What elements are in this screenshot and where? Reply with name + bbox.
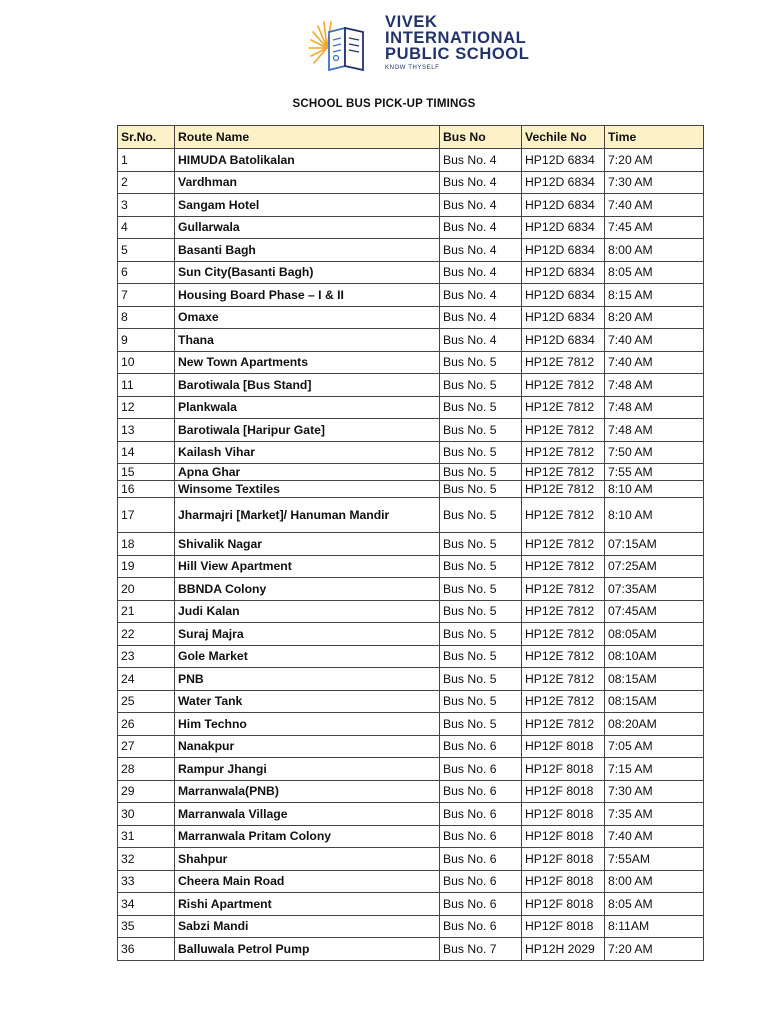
- sr-no-cell: 22: [118, 623, 175, 646]
- route-name-cell: Shahpur: [175, 848, 440, 871]
- logo-line-1: VIVEK: [385, 13, 438, 31]
- time-cell: 7:55 AM: [605, 464, 704, 481]
- school-logo-text: [385, 14, 529, 71]
- time-cell: 7:55AM: [605, 848, 704, 871]
- time-cell: 08:05AM: [605, 623, 704, 646]
- time-cell: 07:45AM: [605, 600, 704, 623]
- sr-no-cell: 10: [118, 351, 175, 374]
- sr-no-cell: 33: [118, 870, 175, 893]
- route-name-cell: Plankwala: [175, 396, 440, 419]
- table-row: [118, 645, 704, 668]
- route-name-cell: Housing Board Phase – I & II: [175, 284, 440, 307]
- time-cell: 7:45 AM: [605, 216, 704, 239]
- time-cell: 7:50 AM: [605, 441, 704, 464]
- table-row: [118, 239, 704, 262]
- vehicle-no-cell: HP12D 6834: [522, 329, 605, 352]
- vehicle-no-cell: HP12F 8018: [522, 870, 605, 893]
- vehicle-no-cell: HP12D 6834: [522, 306, 605, 329]
- school-book-sun-icon: [305, 18, 369, 74]
- sr-no-cell: 13: [118, 419, 175, 442]
- route-name-cell: Marranwala Village: [175, 803, 440, 826]
- bus-no-cell: Bus No. 6: [440, 803, 522, 826]
- vehicle-no-cell: HP12F 8018: [522, 848, 605, 871]
- time-cell: 08:10AM: [605, 645, 704, 668]
- table-row: [118, 194, 704, 217]
- time-cell: 7:15 AM: [605, 758, 704, 781]
- route-name-cell: Rishi Apartment: [175, 893, 440, 916]
- table-row: [118, 329, 704, 352]
- time-cell: 8:15 AM: [605, 284, 704, 307]
- bus-no-cell: Bus No. 4: [440, 149, 522, 172]
- vehicle-no-cell: HP12E 7812: [522, 498, 605, 533]
- time-cell: 8:11AM: [605, 915, 704, 938]
- logo-tagline: KNOW THYSELF: [385, 65, 440, 71]
- sr-no-cell: 2: [118, 171, 175, 194]
- route-name-cell: Judi Kalan: [175, 600, 440, 623]
- vehicle-no-cell: HP12D 6834: [522, 261, 605, 284]
- bus-no-cell: Bus No. 4: [440, 171, 522, 194]
- bus-no-cell: Bus No. 5: [440, 533, 522, 556]
- route-name-cell: Hill View Apartment: [175, 555, 440, 578]
- bus-no-cell: Bus No. 5: [440, 374, 522, 397]
- time-cell: 7:40 AM: [605, 351, 704, 374]
- table-row: [118, 713, 704, 736]
- vehicle-no-cell: HP12F 8018: [522, 893, 605, 916]
- sr-no-cell: 5: [118, 239, 175, 262]
- route-name-cell: Shivalik Nagar: [175, 533, 440, 556]
- table-row: [118, 498, 704, 533]
- vehicle-no-cell: HP12D 6834: [522, 149, 605, 172]
- bus-no-cell: Bus No. 5: [440, 351, 522, 374]
- bus-no-cell: Bus No. 5: [440, 600, 522, 623]
- table-row: [118, 419, 704, 442]
- vehicle-no-cell: HP12E 7812: [522, 533, 605, 556]
- bus-no-cell: Bus No. 5: [440, 441, 522, 464]
- route-name-cell: Barotiwala [Bus Stand]: [175, 374, 440, 397]
- sr-no-cell: 6: [118, 261, 175, 284]
- vehicle-no-cell: HP12E 7812: [522, 441, 605, 464]
- table-row: [118, 306, 704, 329]
- bus-no-cell: Bus No. 5: [440, 645, 522, 668]
- time-cell: 7:20 AM: [605, 149, 704, 172]
- vehicle-no-cell: HP12F 8018: [522, 758, 605, 781]
- route-name-cell: Suraj Majra: [175, 623, 440, 646]
- vehicle-no-cell: HP12E 7812: [522, 481, 605, 498]
- document-title: SCHOOL BUS PICK-UP TIMINGS: [292, 98, 476, 110]
- vehicle-no-cell: HP12E 7812: [522, 419, 605, 442]
- table-body: [118, 149, 704, 961]
- time-cell: 08:20AM: [605, 713, 704, 736]
- bus-no-cell: Bus No. 5: [440, 498, 522, 533]
- route-name-cell: Barotiwala [Haripur Gate]: [175, 419, 440, 442]
- sr-no-cell: 25: [118, 690, 175, 713]
- sr-no-cell: 11: [118, 374, 175, 397]
- bus-no-cell: Bus No. 4: [440, 194, 522, 217]
- bus-no-cell: Bus No. 5: [440, 396, 522, 419]
- route-name-cell: Omaxe: [175, 306, 440, 329]
- table-row: [118, 780, 704, 803]
- table-row: [118, 555, 704, 578]
- vehicle-no-cell: HP12E 7812: [522, 645, 605, 668]
- route-name-cell: Cheera Main Road: [175, 870, 440, 893]
- school-header: [0, 14, 768, 78]
- vehicle-no-cell: HP12E 7812: [522, 374, 605, 397]
- route-name-cell: Apna Ghar: [175, 464, 440, 481]
- sr-no-cell: 28: [118, 758, 175, 781]
- bus-no-cell: Bus No. 6: [440, 758, 522, 781]
- route-name-cell: Jharmajri [Market]/ Hanuman Mandir: [175, 498, 440, 533]
- table-row: [118, 284, 704, 307]
- vehicle-no-cell: HP12F 8018: [522, 825, 605, 848]
- sr-no-cell: 34: [118, 893, 175, 916]
- vehicle-no-cell: HP12E 7812: [522, 578, 605, 601]
- logo-line-3: PUBLIC SCHOOL: [385, 45, 530, 63]
- vehicle-no-cell: HP12F 8018: [522, 915, 605, 938]
- bus-no-cell: Bus No. 6: [440, 870, 522, 893]
- vehicle-no-cell: HP12E 7812: [522, 668, 605, 691]
- route-name-cell: Gullarwala: [175, 216, 440, 239]
- bus-no-cell: Bus No. 5: [440, 419, 522, 442]
- table-row: [118, 351, 704, 374]
- vehicle-no-cell: HP12F 8018: [522, 803, 605, 826]
- table-row: [118, 396, 704, 419]
- sr-no-cell: 1: [118, 149, 175, 172]
- time-cell: 7:40 AM: [605, 194, 704, 217]
- table-row: [118, 668, 704, 691]
- sr-no-cell: 30: [118, 803, 175, 826]
- bus-no-cell: Bus No. 4: [440, 216, 522, 239]
- sr-no-cell: 12: [118, 396, 175, 419]
- time-cell: 8:10 AM: [605, 481, 704, 498]
- bus-timings-table: [117, 125, 704, 961]
- table-row: [118, 623, 704, 646]
- route-name-cell: Winsome Textiles: [175, 481, 440, 498]
- vehicle-no-cell: HP12E 7812: [522, 600, 605, 623]
- table-row: [118, 735, 704, 758]
- sr-no-cell: 14: [118, 441, 175, 464]
- sr-no-cell: 27: [118, 735, 175, 758]
- vehicle-no-cell: HP12D 6834: [522, 194, 605, 217]
- table-row: [118, 464, 704, 481]
- table-row: [118, 533, 704, 556]
- table-row: [118, 374, 704, 397]
- vehicle-no-cell: HP12E 7812: [522, 396, 605, 419]
- header-bus-no: Bus No: [440, 126, 522, 149]
- route-name-cell: Nanakpur: [175, 735, 440, 758]
- bus-no-cell: Bus No. 7: [440, 938, 522, 961]
- sr-no-cell: 9: [118, 329, 175, 352]
- bus-no-cell: Bus No. 4: [440, 239, 522, 262]
- bus-no-cell: Bus No. 4: [440, 306, 522, 329]
- bus-no-cell: Bus No. 6: [440, 915, 522, 938]
- bus-no-cell: Bus No. 5: [440, 481, 522, 498]
- table-row: [118, 481, 704, 498]
- time-cell: 07:25AM: [605, 555, 704, 578]
- table-row: [118, 938, 704, 961]
- sr-no-cell: 20: [118, 578, 175, 601]
- bus-no-cell: Bus No. 4: [440, 284, 522, 307]
- table-row: [118, 803, 704, 826]
- table-row: [118, 758, 704, 781]
- time-cell: 8:20 AM: [605, 306, 704, 329]
- bus-no-cell: Bus No. 6: [440, 735, 522, 758]
- route-name-cell: New Town Apartments: [175, 351, 440, 374]
- header-route-name: Route Name: [175, 126, 440, 149]
- sr-no-cell: 18: [118, 533, 175, 556]
- time-cell: 08:15AM: [605, 668, 704, 691]
- route-name-cell: Sun City(Basanti Bagh): [175, 261, 440, 284]
- table-row: [118, 825, 704, 848]
- sr-no-cell: 15: [118, 464, 175, 481]
- route-name-cell: Him Techno: [175, 713, 440, 736]
- route-name-cell: Water Tank: [175, 690, 440, 713]
- vehicle-no-cell: HP12D 6834: [522, 171, 605, 194]
- vehicle-no-cell: HP12E 7812: [522, 351, 605, 374]
- vehicle-no-cell: HP12D 6834: [522, 284, 605, 307]
- header-vehicle-no: Vechile No: [522, 126, 605, 149]
- vehicle-no-cell: HP12E 7812: [522, 690, 605, 713]
- vehicle-no-cell: HP12F 8018: [522, 780, 605, 803]
- time-cell: 7:20 AM: [605, 938, 704, 961]
- vehicle-no-cell: HP12D 6834: [522, 216, 605, 239]
- vehicle-no-cell: HP12E 7812: [522, 623, 605, 646]
- table-row: [118, 171, 704, 194]
- bus-no-cell: Bus No. 5: [440, 713, 522, 736]
- sr-no-cell: 19: [118, 555, 175, 578]
- bus-no-cell: Bus No. 6: [440, 893, 522, 916]
- bus-no-cell: Bus No. 5: [440, 668, 522, 691]
- bus-no-cell: Bus No. 5: [440, 578, 522, 601]
- sr-no-cell: 36: [118, 938, 175, 961]
- time-cell: 7:48 AM: [605, 419, 704, 442]
- time-cell: 7:40 AM: [605, 329, 704, 352]
- bus-no-cell: Bus No. 5: [440, 623, 522, 646]
- time-cell: 07:15AM: [605, 533, 704, 556]
- bus-no-cell: Bus No. 5: [440, 464, 522, 481]
- route-name-cell: Basanti Bagh: [175, 239, 440, 262]
- time-cell: 8:05 AM: [605, 261, 704, 284]
- route-name-cell: BBNDA Colony: [175, 578, 440, 601]
- sr-no-cell: 16: [118, 481, 175, 498]
- bus-no-cell: Bus No. 6: [440, 780, 522, 803]
- sr-no-cell: 3: [118, 194, 175, 217]
- bus-no-cell: Bus No. 6: [440, 848, 522, 871]
- route-name-cell: PNB: [175, 668, 440, 691]
- time-cell: 7:35 AM: [605, 803, 704, 826]
- table-row: [118, 441, 704, 464]
- vehicle-no-cell: HP12D 6834: [522, 239, 605, 262]
- bus-no-cell: Bus No. 5: [440, 690, 522, 713]
- time-cell: 7:05 AM: [605, 735, 704, 758]
- time-cell: 7:48 AM: [605, 374, 704, 397]
- bus-no-cell: Bus No. 6: [440, 825, 522, 848]
- time-cell: 7:30 AM: [605, 780, 704, 803]
- time-cell: 8:00 AM: [605, 239, 704, 262]
- table-row: [118, 578, 704, 601]
- route-name-cell: Kailash Vihar: [175, 441, 440, 464]
- vehicle-no-cell: HP12E 7812: [522, 555, 605, 578]
- table-row: [118, 893, 704, 916]
- route-name-cell: Thana: [175, 329, 440, 352]
- time-cell: 8:10 AM: [605, 498, 704, 533]
- vehicle-no-cell: HP12F 8018: [522, 735, 605, 758]
- sr-no-cell: 4: [118, 216, 175, 239]
- route-name-cell: Rampur Jhangi: [175, 758, 440, 781]
- table-row: [118, 848, 704, 871]
- route-name-cell: HIMUDA Batolikalan: [175, 149, 440, 172]
- sr-no-cell: 23: [118, 645, 175, 668]
- bus-no-cell: Bus No. 4: [440, 329, 522, 352]
- table-row: [118, 600, 704, 623]
- vehicle-no-cell: HP12E 7812: [522, 713, 605, 736]
- time-cell: 08:15AM: [605, 690, 704, 713]
- time-cell: 7:30 AM: [605, 171, 704, 194]
- vehicle-no-cell: HP12E 7812: [522, 464, 605, 481]
- sr-no-cell: 29: [118, 780, 175, 803]
- route-name-cell: Balluwala Petrol Pump: [175, 938, 440, 961]
- sr-no-cell: 21: [118, 600, 175, 623]
- table-header-row: [118, 126, 704, 149]
- header-time: Time: [605, 126, 704, 149]
- table-row: [118, 149, 704, 172]
- sr-no-cell: 7: [118, 284, 175, 307]
- sr-no-cell: 26: [118, 713, 175, 736]
- route-name-cell: Vardhman: [175, 171, 440, 194]
- route-name-cell: Marranwala(PNB): [175, 780, 440, 803]
- route-name-cell: Marranwala Pritam Colony: [175, 825, 440, 848]
- table-row: [118, 261, 704, 284]
- sr-no-cell: 8: [118, 306, 175, 329]
- header-sr-no: Sr.No.: [118, 126, 175, 149]
- route-name-cell: Gole Market: [175, 645, 440, 668]
- sr-no-cell: 24: [118, 668, 175, 691]
- bus-no-cell: Bus No. 5: [440, 555, 522, 578]
- vehicle-no-cell: HP12H 2029: [522, 938, 605, 961]
- bus-no-cell: Bus No. 4: [440, 261, 522, 284]
- logo-line-2: INTERNATIONAL: [385, 29, 527, 47]
- time-cell: 8:00 AM: [605, 870, 704, 893]
- time-cell: 7:48 AM: [605, 396, 704, 419]
- sr-no-cell: 32: [118, 848, 175, 871]
- table-row: [118, 690, 704, 713]
- sr-no-cell: 35: [118, 915, 175, 938]
- table-row: [118, 870, 704, 893]
- time-cell: 7:40 AM: [605, 825, 704, 848]
- table-row: [118, 216, 704, 239]
- sr-no-cell: 17: [118, 498, 175, 533]
- table-row: [118, 915, 704, 938]
- route-name-cell: Sabzi Mandi: [175, 915, 440, 938]
- time-cell: 8:05 AM: [605, 893, 704, 916]
- sr-no-cell: 31: [118, 825, 175, 848]
- time-cell: 07:35AM: [605, 578, 704, 601]
- route-name-cell: Sangam Hotel: [175, 194, 440, 217]
